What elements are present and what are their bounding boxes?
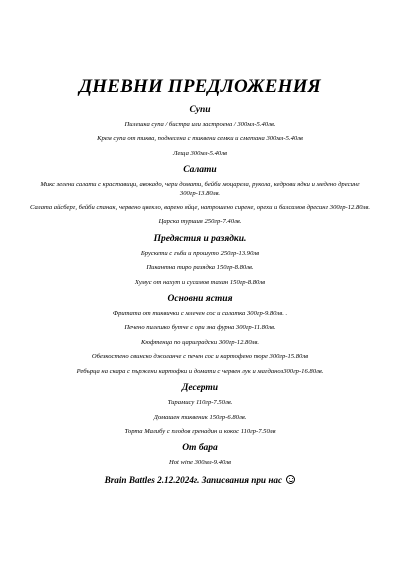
- section-title: Предястия и разядки.: [153, 233, 247, 244]
- menu-item: Брускети с гъби и прошуто 250гр-13.90лв: [140, 249, 260, 257]
- footer-text: Brain Battles 2.12.2024г. Записвания при нас: [104, 474, 283, 485]
- section-title: Салати: [183, 165, 217, 176]
- menu-item: Хумус от нахут и сусамов тахан 150гр-8.80лв: [134, 278, 266, 286]
- menu-item: Домашен тиквеник 150гр-6.80лв.: [153, 413, 247, 421]
- menu-item: Торта Малибу с плодов гренадин и кокос 110гр-7.50лв: [124, 427, 276, 435]
- menu-item: Обезкостено свинско джоланче с печен сос и картофено пюре 300гр-15.80лв: [91, 353, 309, 361]
- section-desserts: [0, 382, 400, 436]
- section-title: Десерти: [181, 383, 219, 394]
- smiley-icon: [286, 475, 295, 484]
- section-bar: [0, 442, 400, 467]
- menu-item: Леща 300мл-5.40лв: [173, 149, 227, 157]
- menu-item: Печено пилешко бутче с ори зна фурна 300гр-11.80лв.: [124, 324, 276, 332]
- section-title: От бара: [182, 443, 218, 454]
- menu-item: Крем супа от тиква, поднесена с тиквени семки и сметана 300мл-5.40лв: [97, 135, 303, 143]
- menu-item: Кюфтенца по цариградски 300гр-12.80лв.: [140, 338, 260, 346]
- menu-item: Микс зелени салати с краставици, авокадо, чери домати, бейби моцарела, рукола, кедрови ядки и медено дресинг 300гр-13.80лв.: [40, 181, 360, 197]
- menu-item: Пикантна тиро разядка 150гр-8.80лв.: [146, 264, 254, 272]
- section-mains: [0, 293, 400, 376]
- section-starters: [0, 233, 400, 287]
- menu-item: Ребърца на скара с пържени картофки и домати с червен лук и магданоз300гр-16.80лв.: [76, 367, 324, 375]
- menu-item: Hot wine 300мл-9.40лв: [168, 459, 232, 467]
- page-title: ДНЕВНИ ПРЕДЛОЖЕНИЯ: [79, 76, 321, 97]
- menu-item: Фритата от тиквички с млечен сос и салатка 300гр-9.80лв. .: [112, 310, 288, 318]
- section-title: Супи: [189, 105, 211, 115]
- section-soups: [0, 104, 400, 158]
- footer-announcement: [0, 474, 400, 486]
- menu-item: Тирамису 110гр-7.50лв.: [167, 399, 233, 407]
- section-salads: [0, 164, 400, 227]
- section-title: Основни ястия: [167, 294, 233, 305]
- menu-item: Пилешка супа / бистра или застроена / 300мл-5.40лв.: [124, 121, 276, 128]
- menu-item: Царска туршия 250гр-7.40лв.: [158, 218, 242, 226]
- menu-item: Салата айсберг, бейби спанак, червено цвекло, варено яйце, натрошено сирене, орехи и балсамов дресинг 300гр-12.80лв.: [30, 204, 370, 212]
